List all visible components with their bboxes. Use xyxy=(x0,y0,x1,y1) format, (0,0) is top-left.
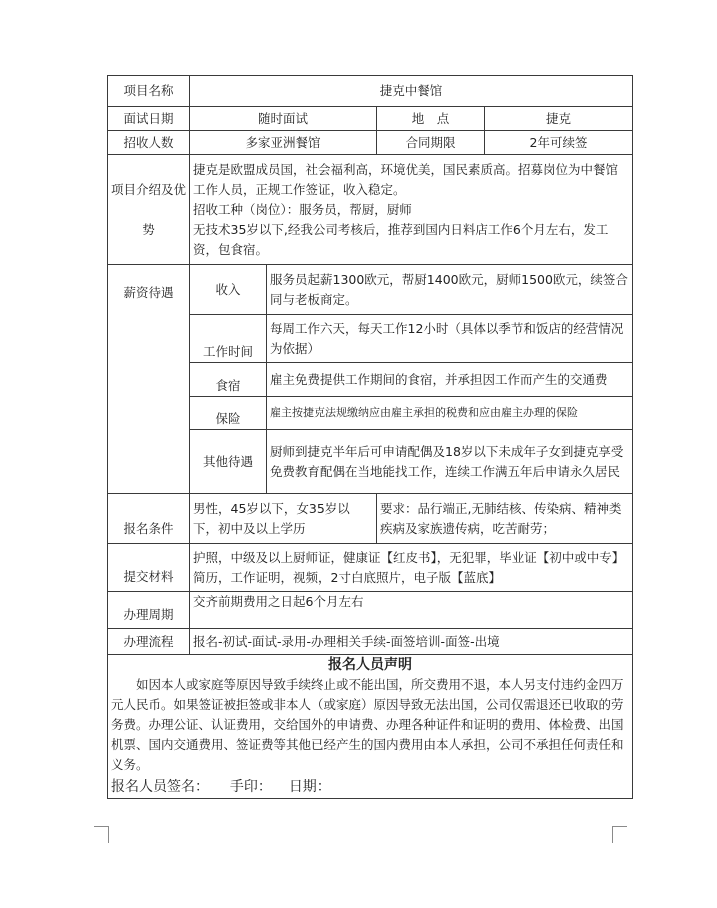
row-interview xyxy=(108,107,633,131)
row-salary-income xyxy=(108,265,633,315)
insurance-label: 保险 xyxy=(190,397,267,430)
row-project-name xyxy=(108,76,633,107)
intro-label-line1: 项目介绍及优 xyxy=(111,181,187,197)
conditions-basic: 男性，45岁以下，女35岁以下，初中及以上学历 xyxy=(190,494,377,544)
intro-label xyxy=(108,155,190,265)
date-label: 日期： xyxy=(288,779,331,795)
location-label: 地 点 xyxy=(377,107,485,131)
process-value: 报名-初试-面试-录用-办理相关手续-面签培训-面签-出境 xyxy=(190,629,633,655)
declaration-title: 报名人员声明 xyxy=(328,657,412,673)
intro-paragraph-1: 捷克是欧盟成员国，社会福利高，环境优美，国民素质高。招募岗位为中餐馆工作人员，正规工作签证，收入稳定。 xyxy=(193,161,619,197)
conditions-label: 报名条件 xyxy=(108,494,190,544)
project-name-label: 项目名称 xyxy=(108,76,190,107)
intro-label-line2: 势 xyxy=(142,221,155,237)
recruit-count-label: 招收人数 xyxy=(108,131,190,155)
signature-line xyxy=(111,776,629,798)
project-name-value: 捷克中餐馆 xyxy=(190,76,633,107)
recruitment-table xyxy=(107,75,633,799)
board-label: 食宿 xyxy=(190,363,267,397)
contract-term-label: 合同期限 xyxy=(377,131,485,155)
row-declaration xyxy=(108,655,633,799)
work-hours-label: 工作时间 xyxy=(190,315,267,363)
board-value: 雇主免费提供工作期间的食宿，并承担因工作而产生的交通费 xyxy=(267,363,633,397)
declaration-body: 如因本人或家庭等原因导致手续终止或不能出国，所交费用不退，本人另支付违约金四万元人民币。如果签证被拒签或非本人（或家庭）原因导致无法出国，公司仅需退还已收取的劳务费。办理公证、认证费用，交给国外的申请费、办理各种证件和证明的费用、体检费、出国机票、国内交通费用、签证费等其他已经产生的国内费用由本人承担，公司不承担任何责任和义务。 xyxy=(111,677,624,772)
income-value: 服务员起薪1300欧元，帮厨1400欧元，厨师1500欧元，续签合同与老板商定。 xyxy=(267,265,633,315)
contract-term-value: 2年可续签 xyxy=(485,131,633,155)
corner-crop-mark-left xyxy=(94,826,109,843)
row-period xyxy=(108,592,633,629)
period-value: 交齐前期费用之日起6个月左右 xyxy=(190,592,633,629)
materials-value: 护照，中级及以上厨师证，健康证【红皮书】，无犯罪，毕业证【初中或中专】简历，工作证明，视频，2寸白底照片，电子版【蓝底】 xyxy=(190,544,633,592)
signature-label: 报名人员签名： xyxy=(111,779,209,795)
declaration-cell xyxy=(108,655,633,799)
fingerprint-label: 手印： xyxy=(229,779,272,795)
intro-paragraph-2: 招收工种（岗位）：服务员，帮厨，厨师 xyxy=(193,201,412,217)
materials-label: 提交材料 xyxy=(108,544,190,592)
other-benefits-label: 其他待遇 xyxy=(190,430,267,494)
process-label: 办理流程 xyxy=(108,629,190,655)
interview-date-label: 面试日期 xyxy=(108,107,190,131)
interview-date-value: 随时面试 xyxy=(190,107,377,131)
period-label: 办理周期 xyxy=(108,592,190,629)
corner-crop-mark-right xyxy=(612,826,627,843)
income-label: 收入 xyxy=(190,265,267,315)
row-materials xyxy=(108,544,633,592)
intro-paragraph-3: 无技术35岁以下,经我公司考核后，推荐到国内日料店工作6个月左右，发工资，包食宿。 xyxy=(193,221,609,257)
location-value: 捷克 xyxy=(485,107,633,131)
recruit-count-value: 多家亚洲餐馆 xyxy=(190,131,377,155)
row-conditions xyxy=(108,494,633,544)
work-hours-value: 每周工作六天，每天工作12小时（具体以季节和饭店的经营情况为依据） xyxy=(267,315,633,363)
insurance-value: 雇主按捷克法规缴纳应由雇主承担的税费和应由雇主办理的保险 xyxy=(267,397,633,430)
salary-label: 薪资待遇 xyxy=(108,265,190,494)
row-process xyxy=(108,629,633,655)
conditions-requirements: 要求：品行端正,无肺结核、传染病、精神类疾病及家族遗传病，吃苦耐劳； xyxy=(377,494,633,544)
row-intro xyxy=(108,155,633,265)
intro-value xyxy=(190,155,633,265)
other-benefits-value: 厨师到捷克半年后可申请配偶及18岁以下未成年子女到捷克享受免费教育配偶在当地能找工作，连续工作满五年后申请永久居民 xyxy=(267,430,633,494)
row-recruiter xyxy=(108,131,633,155)
